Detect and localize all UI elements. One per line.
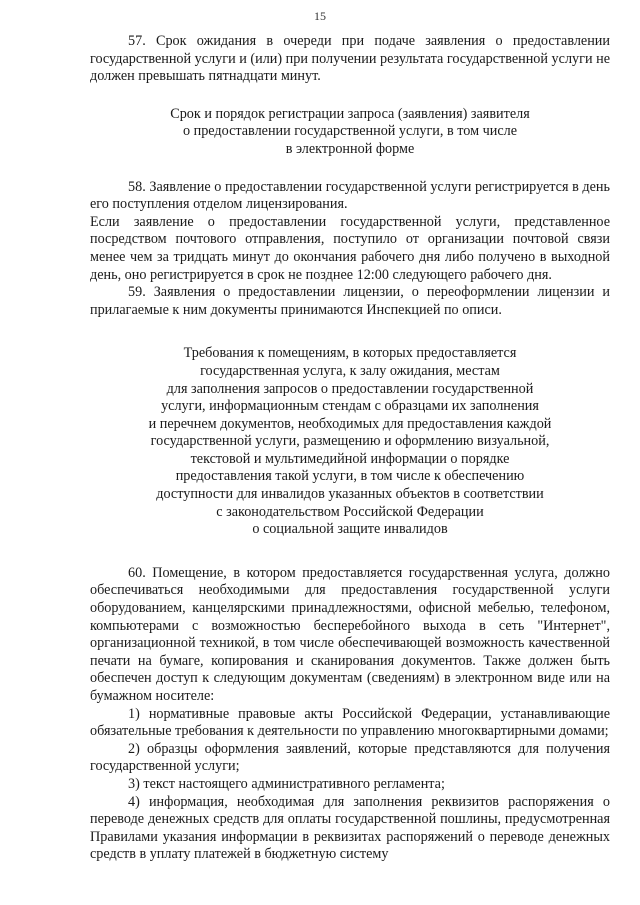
heading-line: предоставления такой услуги, в том числе к обеспечению [175, 468, 525, 485]
heading-line: государственной услуги, размещению и оформлению визуальной, [150, 433, 550, 450]
heading-line: услуги, информационным стендам с образцами их заполнения [161, 398, 539, 415]
heading-line: доступности для инвалидов указанных объектов в соответствии [156, 486, 544, 503]
list-item-2: 2) образцы оформления заявлений, которые представляются для получения государственной услуги; [90, 740, 610, 775]
paragraph-59: 59. Заявления о предоставлении лицензии, о переоформлении лицензии и прилагаемые к ним документы принимаются Инспекцией по описи. [90, 284, 610, 318]
heading-line: в электронной форме [285, 140, 415, 157]
heading-line: Срок и порядок регистрации запроса (заявления) заявителя [170, 105, 530, 122]
list-item-4: 4) информация, необходимая для заполнения реквизитов распоряжения о переводе денежных средств для оплаты государственной пошлины, предусмотренная Правилами указания информации в реквизитах распоряжений о переводе денежных средств в уплату платежей в бюджетную систему [90, 793, 610, 863]
list-item-3: 3) текст настоящего административного регламента; [128, 775, 445, 792]
document-body [90, 33, 610, 864]
heading-line: текстовой и мультимедийной информации о порядке [190, 450, 510, 467]
page-number: 15 [314, 9, 326, 23]
paragraph-58-first: 58. Заявление о предоставлении государственной услуги регистрируется в день его поступления отделом лицензирования. [90, 178, 610, 213]
section-heading-premises [90, 345, 610, 539]
heading-line: для заполнения запросов о предоставлении государственной [166, 380, 534, 397]
heading-line: и перечнем документов, необходимых для предоставления каждой [148, 415, 552, 432]
paragraph-57: 57. Срок ожидания в очереди при подаче заявления о предоставлении государственной услуги и (или) при получении результата государственной услуги не должен превышать пятнадцати минут. [90, 33, 610, 85]
list-item-1: 1) нормативные правовые акты Российской Федерации, устанавливающие обязательные требования к деятельности по управлению многоквартирными домами; [90, 705, 610, 740]
heading-line: с законодательством Российской Федерации [216, 503, 484, 520]
heading-line: государственная услуга, к залу ожидания, местам [200, 362, 500, 379]
heading-line: о предоставлении государственной услуги, в том числе [182, 123, 518, 140]
heading-line: о социальной защите инвалидов [252, 521, 448, 538]
paragraph-60: 60. Помещение, в котором предоставляется государственная услуга, должно обеспечиваться необходимыми для предоставления государственной услуги оборудованием, канцелярскими принадлежностями, офисной мебелью, телефоном, компьютерами с возможностью бесперебойного выхода в сеть "Интернет", организационной техникой, в том числе обеспечивающей возможность качественной печати на бумаге, копирования и сканирования документов. Также должен быть обеспечен доступ к следующим документам (сведениям) в электронном виде или на бумажном носителе: [90, 564, 610, 704]
paragraph-58-second: Если заявление о предоставлении государственной услуги, представленное посредством почтового отправления, поступило от организации почтовой связи менее чем за тридцать минут до окончания рабочего дня либо получено в выходной день, оно регистрируется в срок не позднее 12:00 следующего рабочего дня. [90, 213, 610, 283]
section-heading-registration [90, 106, 610, 159]
heading-line: Требования к помещениям, в которых предоставляется [183, 345, 517, 362]
